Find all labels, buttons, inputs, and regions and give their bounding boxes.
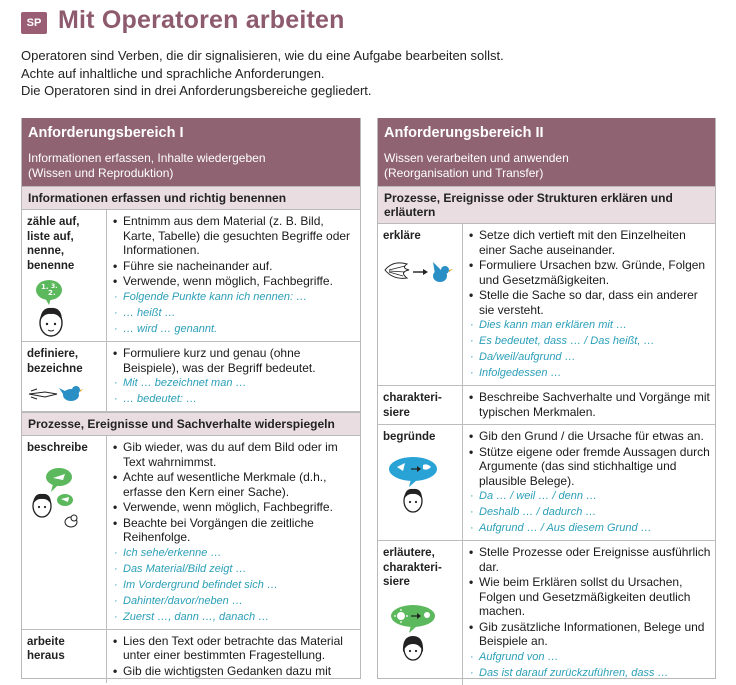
svg-text:2.: 2.: [48, 289, 56, 297]
operator-details: [107, 630, 360, 684]
term-line: erkläre: [383, 230, 421, 242]
phrase: · Deshalb … / dadurch …: [469, 505, 711, 520]
instruction: • Achte auf wesentliche Merkmale (d.h., erfasse den Kern einer Sache).: [113, 470, 356, 499]
term-line: bezeichne: [27, 362, 83, 375]
operator-details: [463, 224, 715, 385]
operator-term: [378, 425, 463, 540]
term-line: definiere,: [27, 348, 79, 360]
term-line: beschreibe: [27, 442, 88, 454]
operator-row: [22, 436, 360, 630]
instruction: • Führe sie nacheinander auf.: [113, 259, 356, 274]
operator-details: [463, 425, 715, 540]
column-title: Anforderungsbereich II: [384, 125, 544, 141]
wing-bird-icon: [383, 256, 457, 290]
instruction: • Lies den Text oder betrachte das Material unter einer bestimmten Fragestellung.: [113, 634, 356, 663]
section-heading: Prozesse, Ereignisse oder Strukturen erklären und erläutern: [378, 186, 715, 224]
operator-term: [378, 541, 463, 685]
intro-line: Operatoren sind Verben, die dir signalisieren, wie du eine Aufgabe bearbeiten sollst.: [21, 48, 504, 63]
operator-row: [378, 224, 715, 386]
phrase: · Es bedeutet, dass … / Das heißt, …: [469, 334, 711, 349]
column-title: Anforderungsbereich I: [28, 125, 184, 141]
phrase: · Da/weil/aufgrund …: [469, 350, 711, 365]
term-line: erläutere,: [383, 547, 435, 559]
operator-row: [378, 541, 715, 685]
instruction: • Stütze eigene oder fremde Aussagen durch Argumente (das sind stichhaltige und plausible Belege).: [469, 445, 711, 489]
phrase: · Ich sehe/erkenne …: [113, 546, 356, 561]
term-line: benenne: [27, 259, 75, 272]
instruction: • Gib wieder, was du auf dem Bild oder im Text wahrnimmst.: [113, 440, 356, 469]
thinking-face-icon: [383, 455, 457, 517]
column-anforderungsbereich-2: [377, 118, 716, 679]
page-title: Mit Operatoren arbeiten: [58, 6, 345, 34]
term-line: charakteri-: [383, 561, 442, 574]
phrase: · Das ist darauf zurückzuführen, dass …: [469, 666, 711, 681]
operator-term: [378, 386, 463, 424]
column-header: [378, 118, 715, 186]
phrase: · Infolgedessen …: [469, 366, 711, 381]
operator-row: [22, 342, 360, 412]
speech-123-icon: [27, 279, 101, 337]
section-heading: Prozesse, Ereignisse und Sachverhalte widerspiegeln: [22, 412, 360, 436]
instruction: • Entnimm aus dem Material (z. B. Bild, Karte, Tabelle) die gesuchten Begriffe oder Informationen.: [113, 214, 356, 258]
operator-term: [22, 630, 107, 684]
term-line: nenne,: [27, 245, 65, 257]
intro-line: Die Operatoren sind in drei Anforderungsbereiche gegliedert.: [21, 83, 372, 98]
instruction: • Formuliere Ursachen bzw. Gründe, Folgen und Gesetzmäßigkeiten.: [469, 258, 711, 287]
instruction: • Stelle die Sache so dar, dass ein anderer sie versteht.: [469, 288, 711, 317]
instruction: • Beachte bei Vorgängen die zeitliche Reihenfolge.: [113, 516, 356, 545]
phrase: · Mit … bezeichnet man …: [113, 376, 356, 391]
phrase: · Dies kann man erklären mit …: [469, 318, 711, 333]
operator-details: [463, 386, 715, 424]
phrase: · … wird … genannt.: [113, 322, 356, 337]
instruction: • Setze dich vertieft mit den Einzelheiten einer Sache auseinander.: [469, 228, 711, 257]
operator-term: [22, 342, 107, 411]
phrase: · … heißt …: [113, 306, 356, 321]
instruction: • Formuliere kurz und genau (ohne Beispiele), was der Begriff bedeutet.: [113, 346, 356, 375]
svg-text:3.: 3.: [51, 283, 58, 290]
instruction: • Gib den Grund / die Ursache für etwas an.: [469, 429, 711, 444]
operator-row: [378, 425, 715, 541]
column-subtitle: (Reorganisation und Transfer): [384, 166, 544, 180]
column-subtitle: Wissen verarbeiten und anwenden: [384, 151, 569, 165]
term-line: charakteri-: [383, 392, 442, 404]
sun-idea-face-icon: [383, 604, 457, 666]
intro-text: [21, 47, 711, 100]
term-line: heraus: [27, 650, 65, 662]
term-line: liste auf,: [27, 230, 74, 243]
operator-details: [107, 342, 360, 411]
instruction: • Gib zusätzliche Informationen, Belege und Beispiele an.: [469, 620, 711, 649]
operator-details: [107, 210, 360, 341]
operator-row: [378, 386, 715, 425]
operator-row: [22, 630, 360, 684]
column-subtitle: Informationen erfassen, Inhalte wiedergeben: [28, 151, 266, 165]
phrase: · Aufgrund von …: [469, 650, 711, 665]
term-line: siere: [383, 406, 410, 419]
operator-row: [22, 210, 360, 342]
instruction: • Verwende, wenn möglich, Fachbegriffe.: [113, 274, 356, 289]
section-heading: Informationen erfassen und richtig benennen: [22, 186, 360, 210]
phrase: · Im Vordergrund befindet sich …: [113, 578, 356, 593]
instruction: • Stelle Prozesse oder Ereignisse ausführlich dar.: [469, 545, 711, 574]
phrase: · … bedeutet: …: [113, 392, 356, 407]
phrase: · Zuerst …, dann …, danach …: [113, 610, 356, 625]
instruction: • Beschreibe Sachverhalte und Vorgänge mit typischen Merkmalen.: [469, 390, 711, 419]
phrase: · Das Material/Bild zeigt …: [113, 562, 356, 577]
term-line: zähle auf,: [27, 216, 80, 228]
operator-term: [22, 436, 107, 629]
section-badge: SP: [21, 12, 47, 34]
column-anforderungsbereich-1: [21, 118, 361, 679]
instruction: • Wie beim Erklären sollst du Ursachen, Folgen und Gesetzmäßigkeiten deutlich machen.: [469, 575, 711, 619]
term-line: arbeite: [27, 635, 65, 648]
term-line: begründe: [383, 431, 436, 443]
term-line: siere: [383, 576, 410, 588]
operator-details: [107, 436, 360, 629]
intro-line: Achte auf inhaltliche und sprachliche Anforderungen.: [21, 65, 325, 81]
instruction: • Gib die wichtigsten Gedanken dazu mit: [113, 664, 356, 679]
operator-details: [463, 541, 715, 685]
phrase: · Folgende Punkte kann ich nennen: …: [113, 290, 356, 305]
phrase: · Aufgrund … / Aus diesem Grund …: [469, 521, 711, 536]
talking-faces-icon: [27, 468, 101, 530]
phrase: · Dahinter/davor/neben …: [113, 594, 356, 609]
operator-term: [22, 210, 107, 341]
column-subtitle: (Wissen und Reproduktion): [28, 166, 174, 180]
column-header: [22, 118, 360, 186]
phrase: · Da … / weil … / denn …: [469, 489, 711, 504]
svg-text:1.: 1.: [41, 283, 49, 291]
pointing-bird-icon: [27, 382, 101, 406]
instruction: • Verwende, wenn möglich, Fachbegriffe.: [113, 500, 356, 515]
operator-term: [378, 224, 463, 385]
